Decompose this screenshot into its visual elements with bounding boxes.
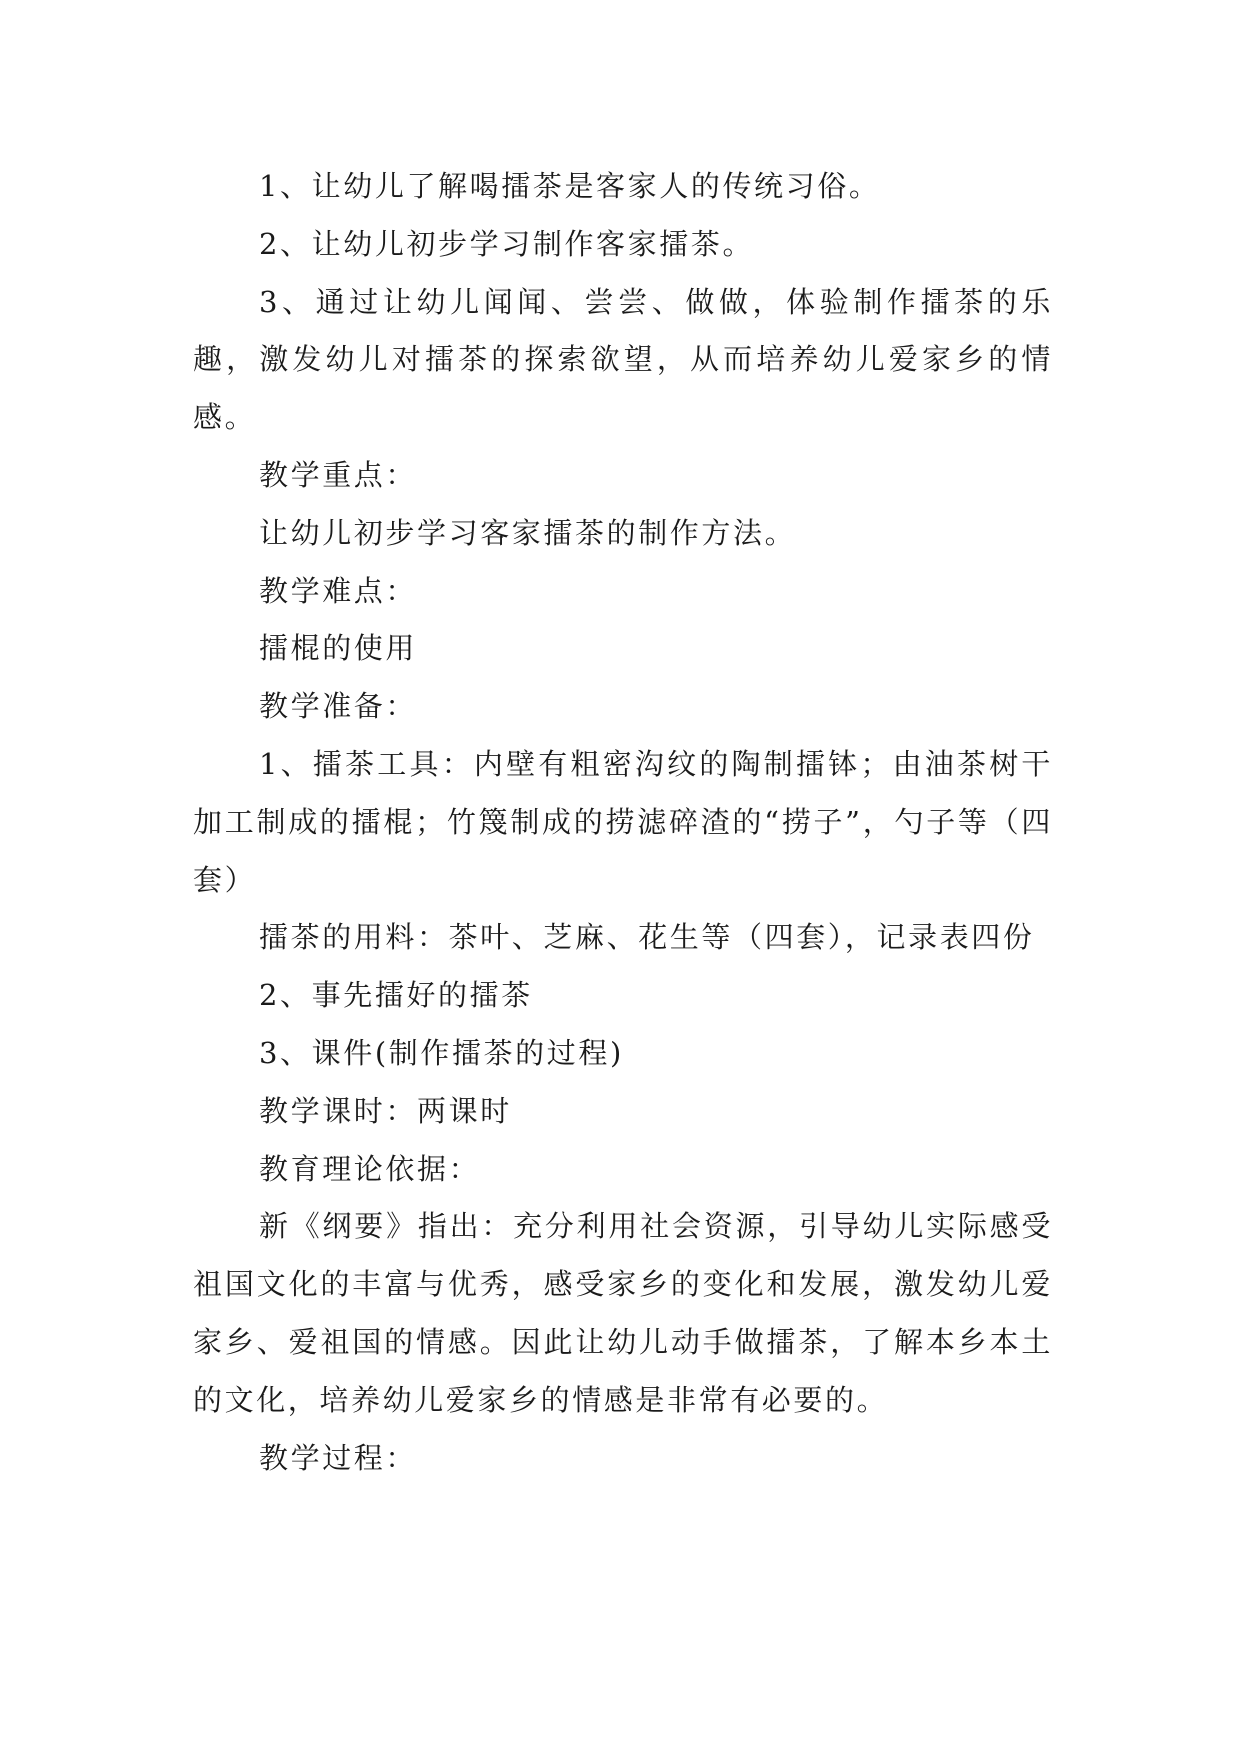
paragraph-goal-2: 2、让幼儿初步学习制作客家擂茶。: [259, 226, 755, 261]
paragraph-prep-2: 2、事先擂好的擂茶: [259, 978, 533, 1013]
paragraph-difficulties: 擂棍的使用: [259, 631, 418, 666]
paragraph-prep-materials: 擂茶的用料：茶叶、芝麻、花生等（四套），记录表四份: [259, 920, 1035, 955]
heading-key-points: 教学重点：: [259, 457, 418, 492]
paragraph-goal-1: 1、让幼儿了解喝擂茶是客家人的传统习俗。: [259, 169, 881, 203]
document-body: [193, 158, 1053, 1487]
heading-difficulties: 教学难点：: [259, 573, 418, 608]
paragraph-class-hours: 教学课时：两课时: [259, 1093, 512, 1128]
paragraph-prep-tools: 1、擂茶工具：内壁有粗密沟纹的陶制擂钵；由油茶树干加工制成的擂棍；竹篾制成的捞滤碎渣的“捞子”，勺子等（四套）: [193, 746, 1053, 897]
paragraph-theory-basis: 新《纲要》指出：充分利用社会资源，引导幼儿实际感受祖国文化的丰富与优秀，感受家乡的变化和发展，激发幼儿爱家乡、爱祖国的情感。因此让幼儿动手做擂茶，了解本乡本土的文化，培养幼儿爱家乡的情感是非常有必要的。: [193, 1209, 1053, 1417]
paragraph-key-points: 让幼儿初步学习客家擂茶的制作方法。: [259, 515, 797, 550]
paragraph-goal-3: 3、通过让幼儿闻闻、尝尝、做做，体验制作擂茶的乐趣，激发幼儿对擂茶的探索欲望，从而培养幼儿爱家乡的情感。: [193, 284, 1053, 435]
heading-teaching-process: 教学过程：: [259, 1440, 418, 1475]
paragraph-prep-3: 3、课件(制作擂茶的过程): [259, 1035, 624, 1070]
heading-preparation: 教学准备：: [259, 689, 418, 724]
heading-theory-basis: 教育理论依据：: [259, 1151, 481, 1186]
